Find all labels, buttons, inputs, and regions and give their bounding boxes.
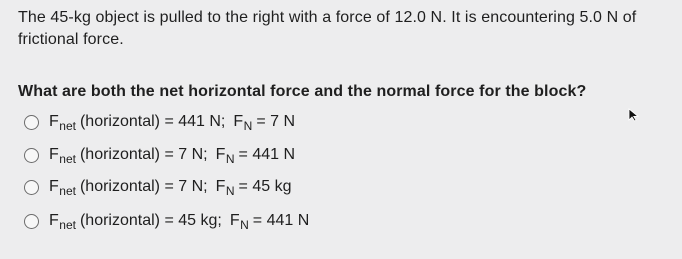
normal-subscript: N [240, 218, 249, 232]
horizontal-force-text: (horizontal) = 7 N; [79, 178, 208, 195]
normal-subscript: N [243, 119, 253, 133]
normal-subscript: N [225, 152, 235, 166]
normal-force-value: = 441 N [252, 212, 310, 229]
radio-button-icon[interactable] [24, 115, 39, 130]
answer-option-3[interactable] [24, 174, 291, 200]
horizontal-force-text: (horizontal) = 441 N; [79, 113, 226, 130]
radio-button-icon[interactable] [24, 148, 39, 163]
answer-option-2[interactable] [24, 142, 295, 168]
normal-force-value: = 441 N [238, 146, 296, 163]
normal-subscript: N [225, 184, 235, 198]
answer-option-1[interactable] [24, 109, 295, 135]
net-subscript: net [59, 152, 76, 166]
net-subscript: net [59, 218, 76, 232]
normal-force-symbol: F [229, 212, 240, 229]
answer-option-4[interactable] [24, 208, 309, 234]
normal-force-symbol: F [215, 178, 226, 195]
normal-force-value: = 45 kg [238, 178, 292, 195]
horizontal-force-text: (horizontal) = 7 N; [79, 146, 208, 163]
question-prompt: What are both the net horizontal force and the normal force for the block? [18, 83, 587, 100]
force-symbol: F [49, 178, 59, 195]
horizontal-force-text: (horizontal) = 45 kg; [79, 212, 222, 229]
net-subscript: net [59, 119, 76, 133]
answer-option-label [49, 178, 291, 196]
force-symbol: F [49, 146, 59, 163]
mouse-pointer-icon [628, 108, 640, 122]
net-subscript: net [59, 184, 76, 198]
question-text: The 45-kg object is pulled to the right with a force of 12.0 N. It is encountering 5.0 N of frictional force. [18, 9, 637, 48]
radio-button-icon[interactable] [24, 180, 39, 195]
radio-button-icon[interactable] [24, 214, 39, 229]
force-symbol: F [49, 113, 59, 130]
answer-option-label [49, 113, 295, 131]
answer-option-label [49, 212, 309, 230]
normal-force-value: = 7 N [256, 113, 296, 130]
answer-option-label [49, 146, 295, 164]
force-symbol: F [49, 212, 59, 229]
normal-force-symbol: F [215, 146, 226, 163]
normal-force-symbol: F [233, 113, 244, 130]
